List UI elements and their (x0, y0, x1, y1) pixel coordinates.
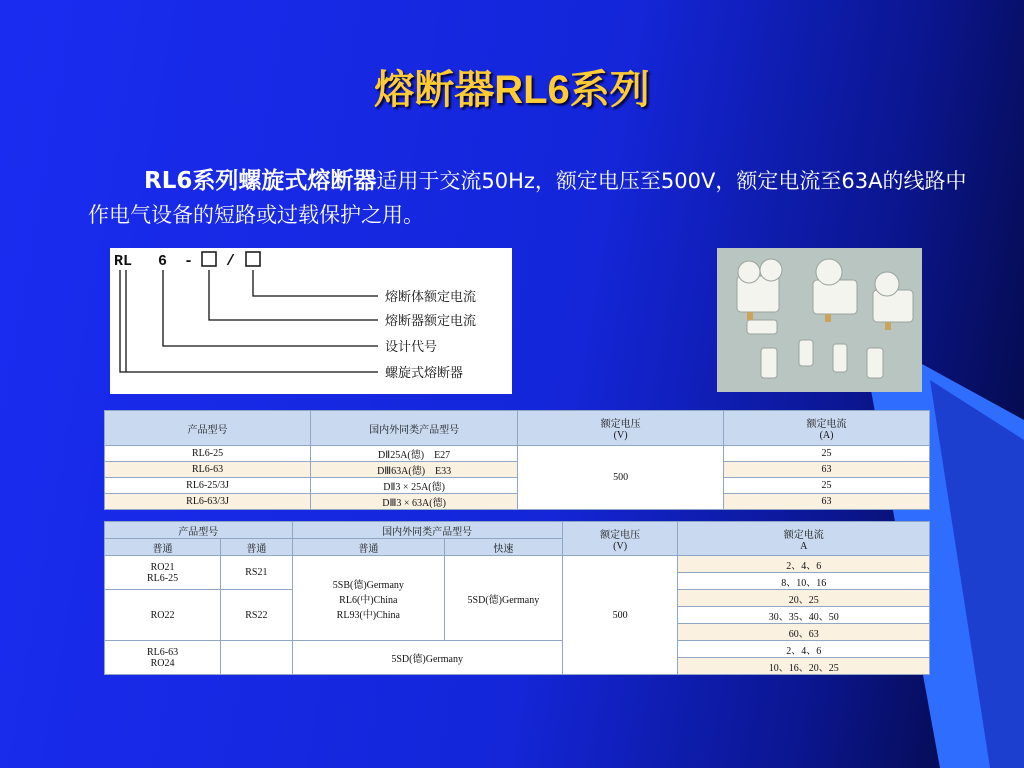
code-box-2 (246, 252, 260, 266)
table-row (105, 556, 930, 573)
label-fuse-link-current: 熔断体额定电流 (385, 290, 477, 305)
cell-model: RL6-63 RO24 (105, 641, 221, 675)
product-photo (717, 248, 922, 392)
table-row (105, 478, 930, 494)
subheader-normal: 普通 (221, 539, 293, 556)
cell-voltage: 500 (562, 556, 678, 675)
cell-rs: RS21 (221, 556, 293, 590)
cell-rs (221, 641, 293, 675)
code-slash: / (226, 253, 236, 270)
cell-equiv: DⅡ25A(德) E27 (311, 446, 518, 462)
subheader-normal: 普通 (105, 539, 221, 556)
table-row (105, 446, 930, 462)
cell-current: 8、10、16 (678, 573, 930, 590)
cell-equiv: 5SD(德)Germany (292, 641, 562, 675)
label-design-code: 设计代号 (385, 340, 438, 355)
cell-current: 10、16、20、25 (678, 658, 930, 675)
cell-current: 20、25 (678, 590, 930, 607)
cell-voltage: 500 (518, 446, 724, 510)
cell-current: 2、4、6 (678, 641, 930, 658)
label-screw-fuse: 螺旋式熔断器 (385, 366, 464, 381)
label-fuse-current: 熔断器额定电流 (385, 314, 477, 329)
cell-model: RL6-25/3J (105, 478, 311, 494)
table-row (105, 462, 930, 478)
cell-rs: RS22 (221, 590, 293, 641)
code-6: 6 (158, 253, 168, 270)
slide-title (0, 58, 1024, 115)
intro-paragraph (88, 164, 968, 232)
intro-bold: RL6系列螺旋式熔断器 (144, 168, 377, 194)
cell-current: 2、4、6 (678, 556, 930, 573)
title-cn2: 系列 (569, 67, 650, 113)
model-code-diagram (110, 248, 512, 394)
title-latin: RL6 (494, 68, 570, 112)
header-voltage: 额定电压 (V) (562, 522, 678, 556)
code-dash: - (184, 253, 194, 270)
table-row (105, 494, 930, 510)
header-equiv: 国内外同类产品型号 (311, 411, 518, 446)
cell-current: 25 (724, 478, 930, 494)
cell-model: RL6-25 (105, 446, 311, 462)
header-model: 产品型号 (105, 522, 293, 539)
table-header-row (105, 411, 930, 446)
intro-rest: 适用于交流50Hz，额定电压至500V，额定电流至63A的线路中作电气设备的短路或过载保护之用。 (88, 169, 967, 227)
cell-current: 25 (724, 446, 930, 462)
ro-models-table (104, 521, 930, 675)
cell-model: RO21 RL6-25 (105, 556, 221, 590)
rl6-models-table (104, 410, 930, 510)
cell-current: 60、63 (678, 624, 930, 641)
diagram-lines (120, 270, 378, 372)
cell-equiv: DⅢ3 × 63A(德) (311, 494, 518, 510)
header-model: 产品型号 (105, 411, 311, 446)
header-current: 额定电流 (A) (724, 411, 930, 446)
code-box-1 (202, 252, 216, 266)
cell-equiv-normal: 5SB(德)Germany RL6(中)China RL93(中)China (292, 556, 444, 641)
cell-current: 30、35、40、50 (678, 607, 930, 624)
cell-equiv-fast: 5SD(德)Germany (445, 556, 563, 641)
table-row (105, 641, 930, 658)
subheader-normal: 普通 (292, 539, 444, 556)
subheader-fast: 快速 (445, 539, 563, 556)
cell-current: 63 (724, 494, 930, 510)
code-rl: RL (114, 253, 133, 270)
header-equiv: 国内外同类产品型号 (292, 522, 562, 539)
table-header-row (105, 522, 930, 539)
title-cn: 熔断器 (374, 67, 495, 113)
cell-model: RL6-63 (105, 462, 311, 478)
cell-current: 63 (724, 462, 930, 478)
cell-equiv: DⅢ63A(德) E33 (311, 462, 518, 478)
cell-model: RL6-63/3J (105, 494, 311, 510)
header-voltage: 额定电压 (V) (518, 411, 724, 446)
cell-equiv: DⅡ3 × 25A(德) (311, 478, 518, 494)
cell-model: RO22 (105, 590, 221, 641)
header-current: 额定电流 A (678, 522, 930, 556)
